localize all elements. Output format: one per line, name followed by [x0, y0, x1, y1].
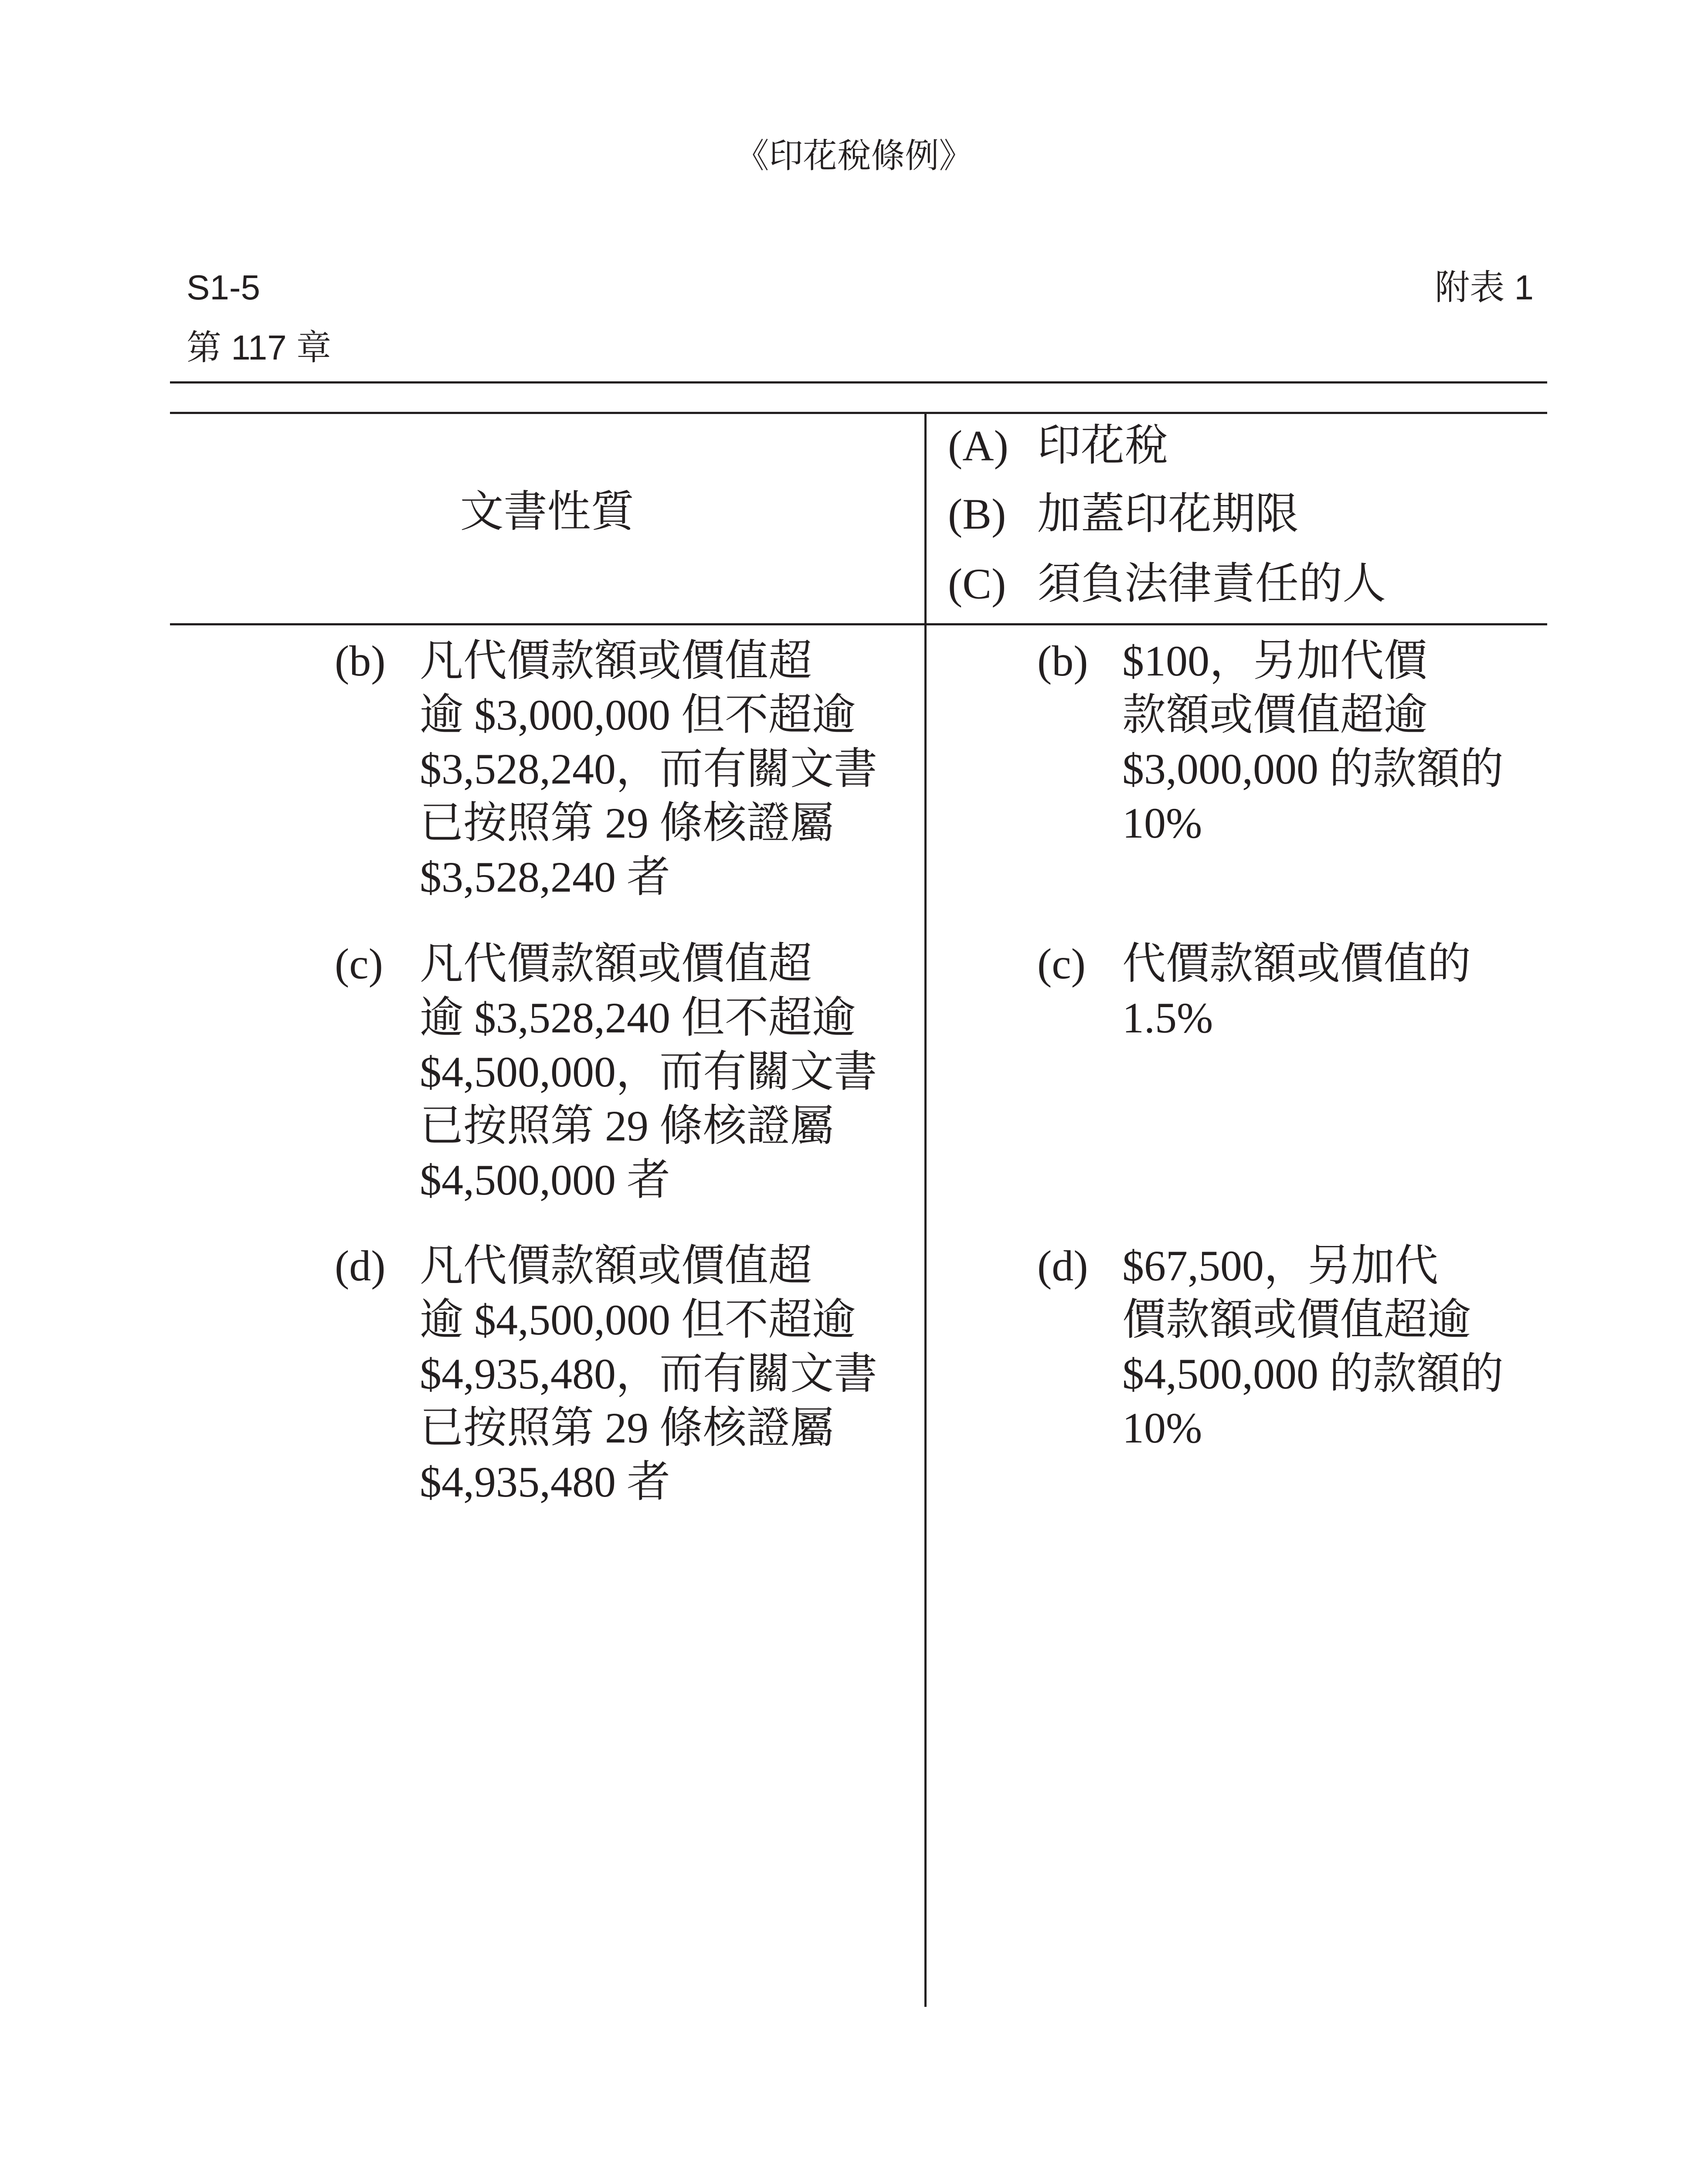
text-line: 逾 $3,528,240 但不超逾 — [420, 994, 856, 1042]
text-line: 價款額或價值超逾 — [1122, 1296, 1471, 1344]
header-text: 印花稅 — [1037, 421, 1168, 470]
text-line: $3,000,000 的款額的 — [1122, 745, 1504, 793]
table-header-rule — [170, 623, 1547, 625]
header-text: 加蓋印花期限 — [1037, 490, 1299, 538]
item-letter: (b) — [335, 637, 386, 685]
section-code: S1-5 — [187, 268, 260, 307]
text-line: $3,528,240，而有關文書 — [420, 745, 877, 793]
text-line: 凡代價款額或價值超 — [420, 637, 812, 685]
header-tag: (A) — [948, 421, 1009, 470]
text-line: 款額或價值超逾 — [1122, 691, 1427, 739]
item-letter: (d) — [1037, 1242, 1088, 1290]
item-letter: (c) — [335, 940, 383, 988]
text-line: $4,935,480，而有關文書 — [420, 1350, 877, 1398]
text-line: 已按照第 29 條核證屬 — [420, 799, 834, 847]
column-header-stamp-duty — [948, 421, 1168, 470]
text-line: $4,500,000 的款額的 — [1122, 1350, 1504, 1398]
item-text — [1122, 1239, 1504, 1455]
header-text: 須負法律責任的人 — [1037, 560, 1386, 608]
text-line: 逾 $4,500,000 但不超逾 — [420, 1296, 856, 1344]
text-line: 代價款額或價值的 — [1122, 940, 1471, 988]
header-tag: (B) — [948, 490, 1006, 538]
text-line: $3,528,240 者 — [420, 853, 670, 901]
column-header-nature-of-document: 文書性質 — [460, 488, 635, 536]
text-line: 10% — [1122, 1404, 1202, 1452]
table-column-divider — [924, 412, 927, 2007]
chapter-label: 第 117 章 — [187, 328, 331, 367]
item-letter: (d) — [335, 1242, 386, 1290]
text-line: $100，另加代價 — [1122, 637, 1427, 685]
text-line: 已按照第 29 條核證屬 — [420, 1404, 834, 1452]
text-line: $67,500，另加代 — [1122, 1242, 1438, 1290]
text-line: 已按照第 29 條核證屬 — [420, 1102, 834, 1150]
text-line: 逾 $3,000,000 但不超逾 — [420, 691, 856, 739]
schedule-label: 附表 1 — [1435, 268, 1534, 307]
item-text — [420, 937, 877, 1207]
header-tag: (C) — [948, 560, 1006, 608]
item-text — [420, 634, 877, 904]
text-line: $4,500,000，而有關文書 — [420, 1048, 877, 1096]
column-header-time-for-stamping — [948, 492, 1299, 536]
item-text — [1122, 634, 1504, 850]
text-line: $4,935,480 者 — [420, 1458, 670, 1506]
document-title: 《印花稅條例》 — [735, 136, 973, 175]
text-line: 1.5% — [1122, 994, 1213, 1042]
item-letter: (c) — [1037, 940, 1086, 988]
column-header-person-liable — [948, 562, 1386, 606]
header-divider — [170, 381, 1547, 384]
text-line: $4,500,000 者 — [420, 1156, 670, 1204]
text-line: 10% — [1122, 799, 1202, 847]
item-text — [420, 1239, 877, 1509]
item-text — [1122, 937, 1471, 1045]
text-line: 凡代價款額或價值超 — [420, 1242, 812, 1290]
table-top-rule — [170, 412, 1547, 414]
item-letter: (b) — [1037, 637, 1088, 685]
text-line: 凡代價款額或價值超 — [420, 940, 812, 988]
